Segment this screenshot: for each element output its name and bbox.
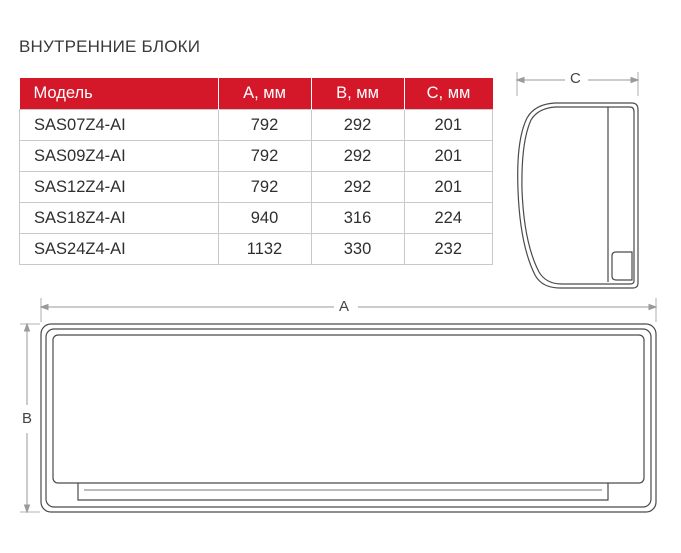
cell-a: 1132 <box>218 234 311 265</box>
cell-c: 201 <box>404 141 493 172</box>
cell-b: 330 <box>311 234 404 265</box>
cell-c: 224 <box>404 203 493 234</box>
cell-a: 940 <box>218 203 311 234</box>
cell-c: 201 <box>404 172 493 203</box>
cell-a: 792 <box>218 141 311 172</box>
cell-model: SAS12Z4-AI <box>20 172 219 203</box>
cell-model: SAS18Z4-AI <box>20 203 219 234</box>
cell-a: 792 <box>218 172 311 203</box>
cell-b: 316 <box>311 203 404 234</box>
cell-a: 792 <box>218 110 311 141</box>
section-title: ВНУТРЕННИЕ БЛОКИ <box>19 37 201 56</box>
dimension-label-a: A <box>339 298 350 315</box>
cell-c: 201 <box>404 110 493 141</box>
column-header-model: Модель <box>20 78 219 110</box>
cell-b: 292 <box>311 110 404 141</box>
cell-model: SAS07Z4-AI <box>20 110 219 141</box>
side-view-drawing <box>518 103 638 288</box>
dimension-label-b: B <box>22 410 33 427</box>
cell-model: SAS24Z4-AI <box>20 234 219 265</box>
cell-b: 292 <box>311 172 404 203</box>
column-header-c: C, мм <box>404 78 493 110</box>
column-header-b: B, мм <box>311 78 404 110</box>
cell-b: 292 <box>311 141 404 172</box>
cell-model: SAS09Z4-AI <box>20 141 219 172</box>
cell-c: 232 <box>404 234 493 265</box>
front-view-drawing <box>41 324 656 512</box>
column-header-a: A, мм <box>218 78 311 110</box>
dimension-label-c: C <box>570 70 581 87</box>
